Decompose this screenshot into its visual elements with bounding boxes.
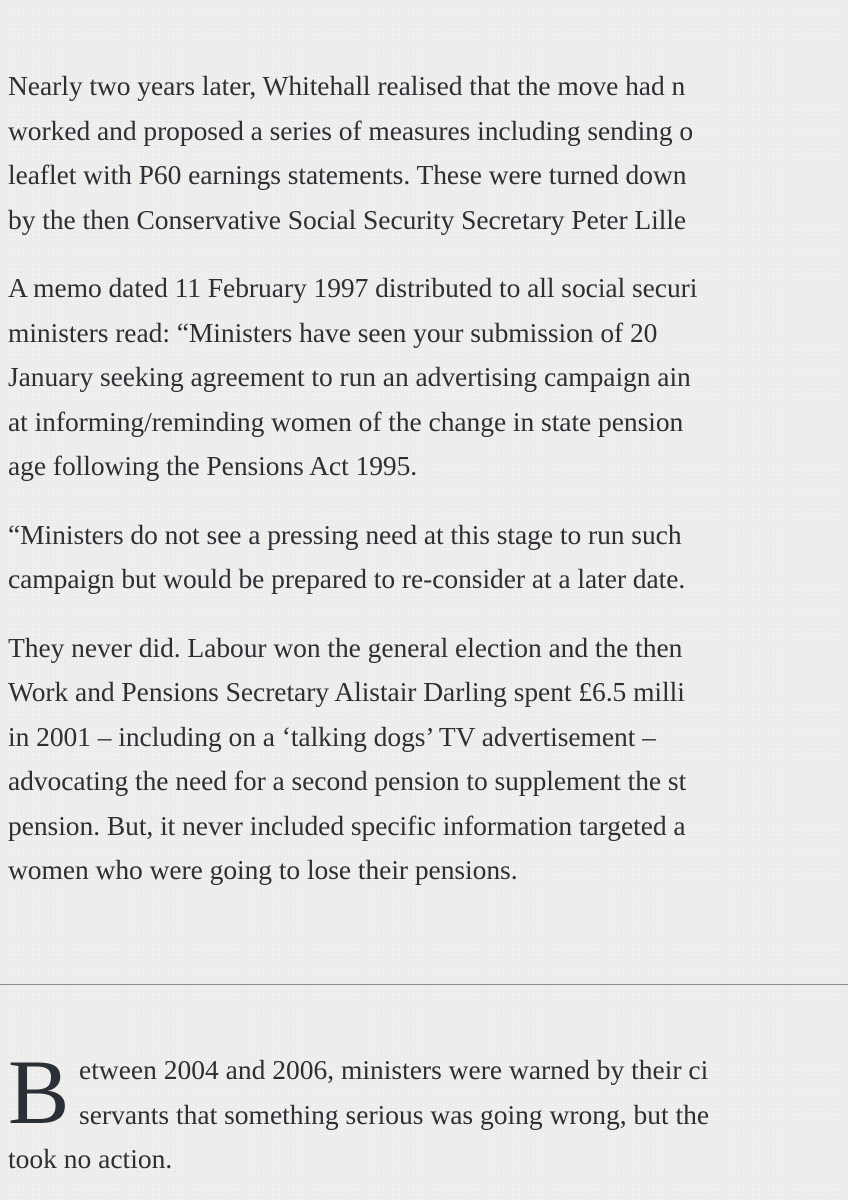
text-line: “Ministers do not see a pressing need at this stage to run such (8, 518, 682, 550)
text-line: servants that something serious was going wrong, but the (79, 1098, 710, 1130)
text-line: advocating the need for a second pension to supplement the st (8, 765, 687, 796)
text-line: They never did. Labour won the general election and the then (8, 631, 683, 663)
text-line: took no action. (8, 1143, 173, 1174)
article-body (8, 64, 848, 917)
text-line: Nearly two years later, Whitehall realised that the move had n (8, 70, 686, 101)
text-line: etween 2004 and 2006, ministers were warned by their ci (79, 1054, 709, 1085)
text-line: pension. But, it never included specific information targeted a (8, 809, 686, 841)
text-line: at informing/reminding women of the change in state pension (8, 405, 684, 437)
text-line: by the then Conservative Social Security Secretary Peter Lille (8, 203, 687, 235)
paragraph-memo (8, 266, 848, 489)
text-line: A memo dated 11 February 1997 distributed to all social securi (8, 272, 698, 303)
text-line: ministers read: “Ministers have seen your submission of 20 (8, 316, 658, 348)
text-line: worked and proposed a series of measures including sending o (8, 114, 694, 146)
section-divider (0, 984, 848, 985)
text-line: campaign but would be prepared to re-consider at a later date. (8, 563, 686, 594)
drop-cap: B (8, 1041, 70, 1143)
paragraph-ministers-quote (8, 513, 848, 602)
text-line: age following the Pensions Act 1995. (8, 450, 418, 481)
text-line: leaflet with P60 earnings statements. These were turned down (8, 159, 687, 190)
text-line: in 2001 – including on a ‘talking dogs’ TV advertisement – (8, 720, 656, 752)
paragraph-labour-campaign (8, 626, 848, 893)
text-line: women who were going to lose their pensions. (8, 854, 518, 885)
section-2-paragraph (8, 1041, 848, 1182)
text-line: Work and Pensions Secretary Alistair Darling spent £6.5 milli (8, 676, 685, 707)
text-line: January seeking agreement to run an advertising campaign ain (8, 361, 691, 392)
paragraph-whitehall-measures (8, 64, 848, 242)
